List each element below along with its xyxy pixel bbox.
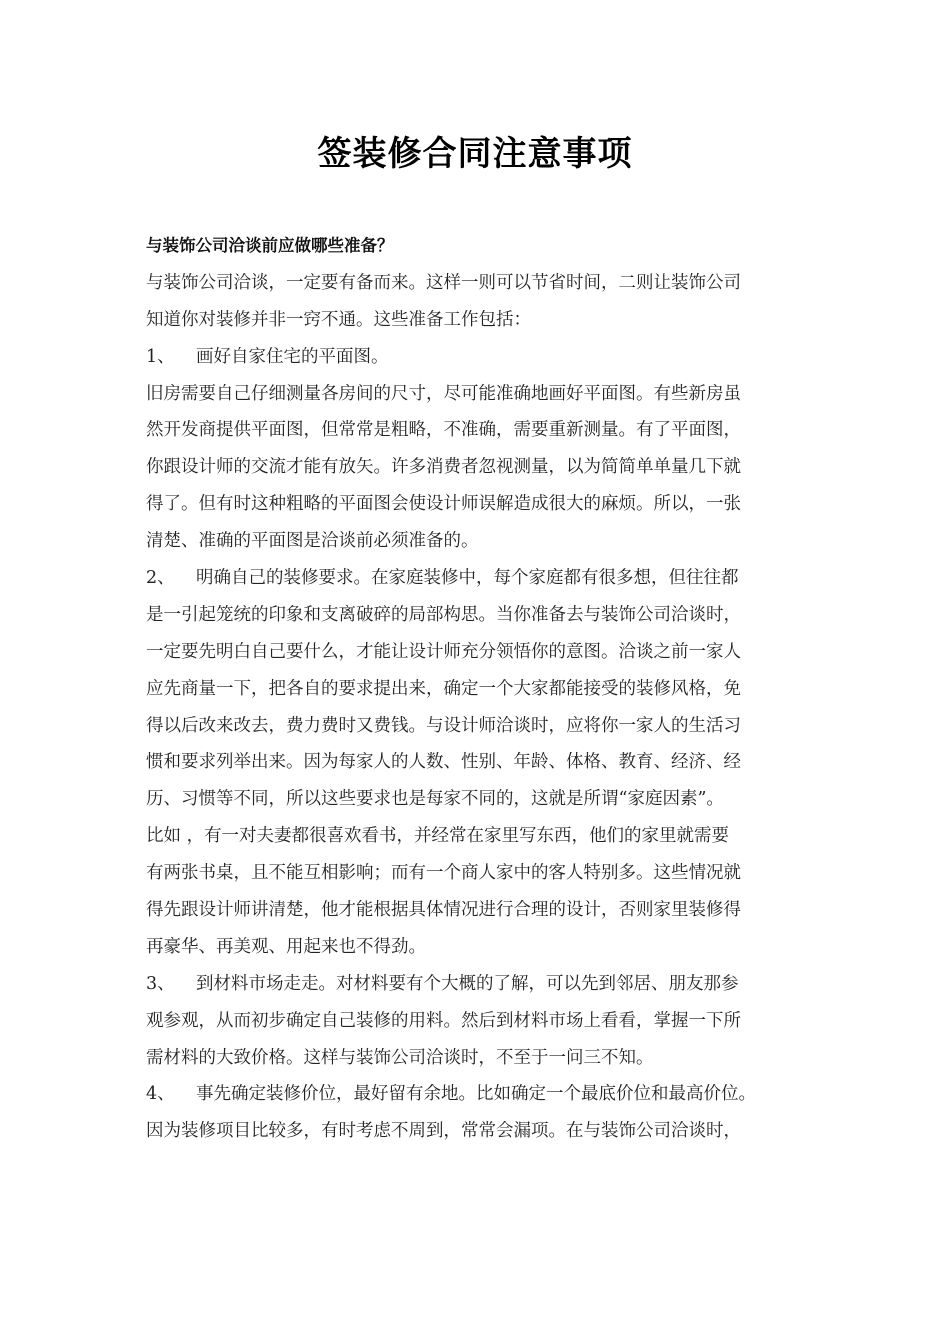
paragraph-line: 知道你对装修并非一窍不通。这些准备工作包括： — [146, 309, 531, 330]
paragraph-line: 你跟设计师的交流才能有放矢。许多消费者忽视测量，以为简简单单量几下就 — [146, 457, 741, 478]
list-item-number: 3、 — [146, 973, 175, 994]
paragraph-line: 旧房需要自己仔细测量各房间的尺寸，尽可能准确地画好平面图。有些新房虽 — [146, 383, 741, 404]
paragraph-line: 观参观，从而初步确定自己装修的用料。然后到材料市场上看看，掌握一下所 — [146, 1010, 741, 1031]
list-item-number: 4、 — [146, 1084, 175, 1105]
section-heading: 与装饰公司洽谈前应做哪些准备？ — [146, 236, 394, 255]
paragraph-line: 得了。但有时这种粗略的平面图会使设计师误解造成很大的麻烦。所以，一张 — [146, 494, 741, 515]
list-item-text: 明确自己的装修要求。在家庭装修中，每个家庭都有很多想，但往往都 — [196, 568, 739, 589]
paragraph-line: 应先商量一下，把各自的要求提出来，确定一个大家都能接受的装修风格，免 — [146, 678, 741, 699]
document-body — [146, 228, 806, 1150]
paragraph-line: 有两张书桌，且不能互相影响；而有一个商人家中的客人特别多。这些情况就 — [146, 863, 741, 884]
paragraph-line: 惯和要求列举出来。因为每家人的人数、性别、年龄、体格、教育、经济、经 — [146, 752, 741, 773]
document-title: 签装修合同注意事项 — [317, 134, 633, 174]
paragraph-line: 得以后改来改去，费力费时又费钱。与设计师洽谈时，应将你一家人的生活习 — [146, 715, 741, 736]
list-item-number: 2、 — [146, 568, 175, 589]
list-item-text: 到材料市场走走。对材料要有个大概的了解，可以先到邻居、朋友那参 — [196, 973, 739, 994]
paragraph-line: 比如 ，有一对夫妻都很喜欢看书，并经常在家里写东西，他们的家里就需要 — [146, 826, 730, 847]
paragraph-line: 需材料的大致价格。这样与装饰公司洽谈时，不至于一问三不知。 — [146, 1047, 654, 1068]
paragraph-line: 历、习惯等不同，所以这些要求也是每家不同的，这就是所谓“家庭因素”。 — [146, 789, 724, 810]
list-item-line — [146, 1076, 806, 1113]
paragraph-line: 因为装修项目比较多，有时考虑不周到，常常会漏项。在与装饰公司洽谈时， — [146, 1121, 741, 1142]
list-item-number: 1、 — [146, 346, 175, 367]
list-item-line — [146, 560, 806, 597]
list-item-line — [146, 339, 806, 376]
list-item-text: 事先确定装修价位，最好留有余地。比如确定一个最底价位和最高价位。 — [196, 1084, 756, 1105]
paragraph-line: 得先跟设计师讲清楚，他才能根据具体情况进行合理的设计，否则家里装修得 — [146, 900, 741, 921]
list-item-line — [146, 966, 806, 1003]
paragraph-line: 与装饰公司洽谈，一定要有备而来。这样一则可以节省时间，二则让装饰公司 — [146, 272, 741, 293]
paragraph-line: 清楚、准确的平面图是洽谈前必须准备的。 — [146, 531, 479, 552]
paragraph-line: 是一引起笼统的印象和支离破碎的局部构思。当你准备去与装饰公司洽谈时， — [146, 604, 741, 625]
paragraph-line: 再豪华、再美观、用起来也不得劲。 — [146, 936, 426, 957]
paragraph-line: 然开发商提供平面图，但常常是粗略，不准确，需要重新测量。有了平面图， — [146, 420, 741, 441]
paragraph-line: 一定要先明白自己要什么，才能让设计师充分领悟你的意图。洽谈之前一家人 — [146, 641, 741, 662]
list-item-text: 画好自家住宅的平面图。 — [196, 346, 389, 367]
